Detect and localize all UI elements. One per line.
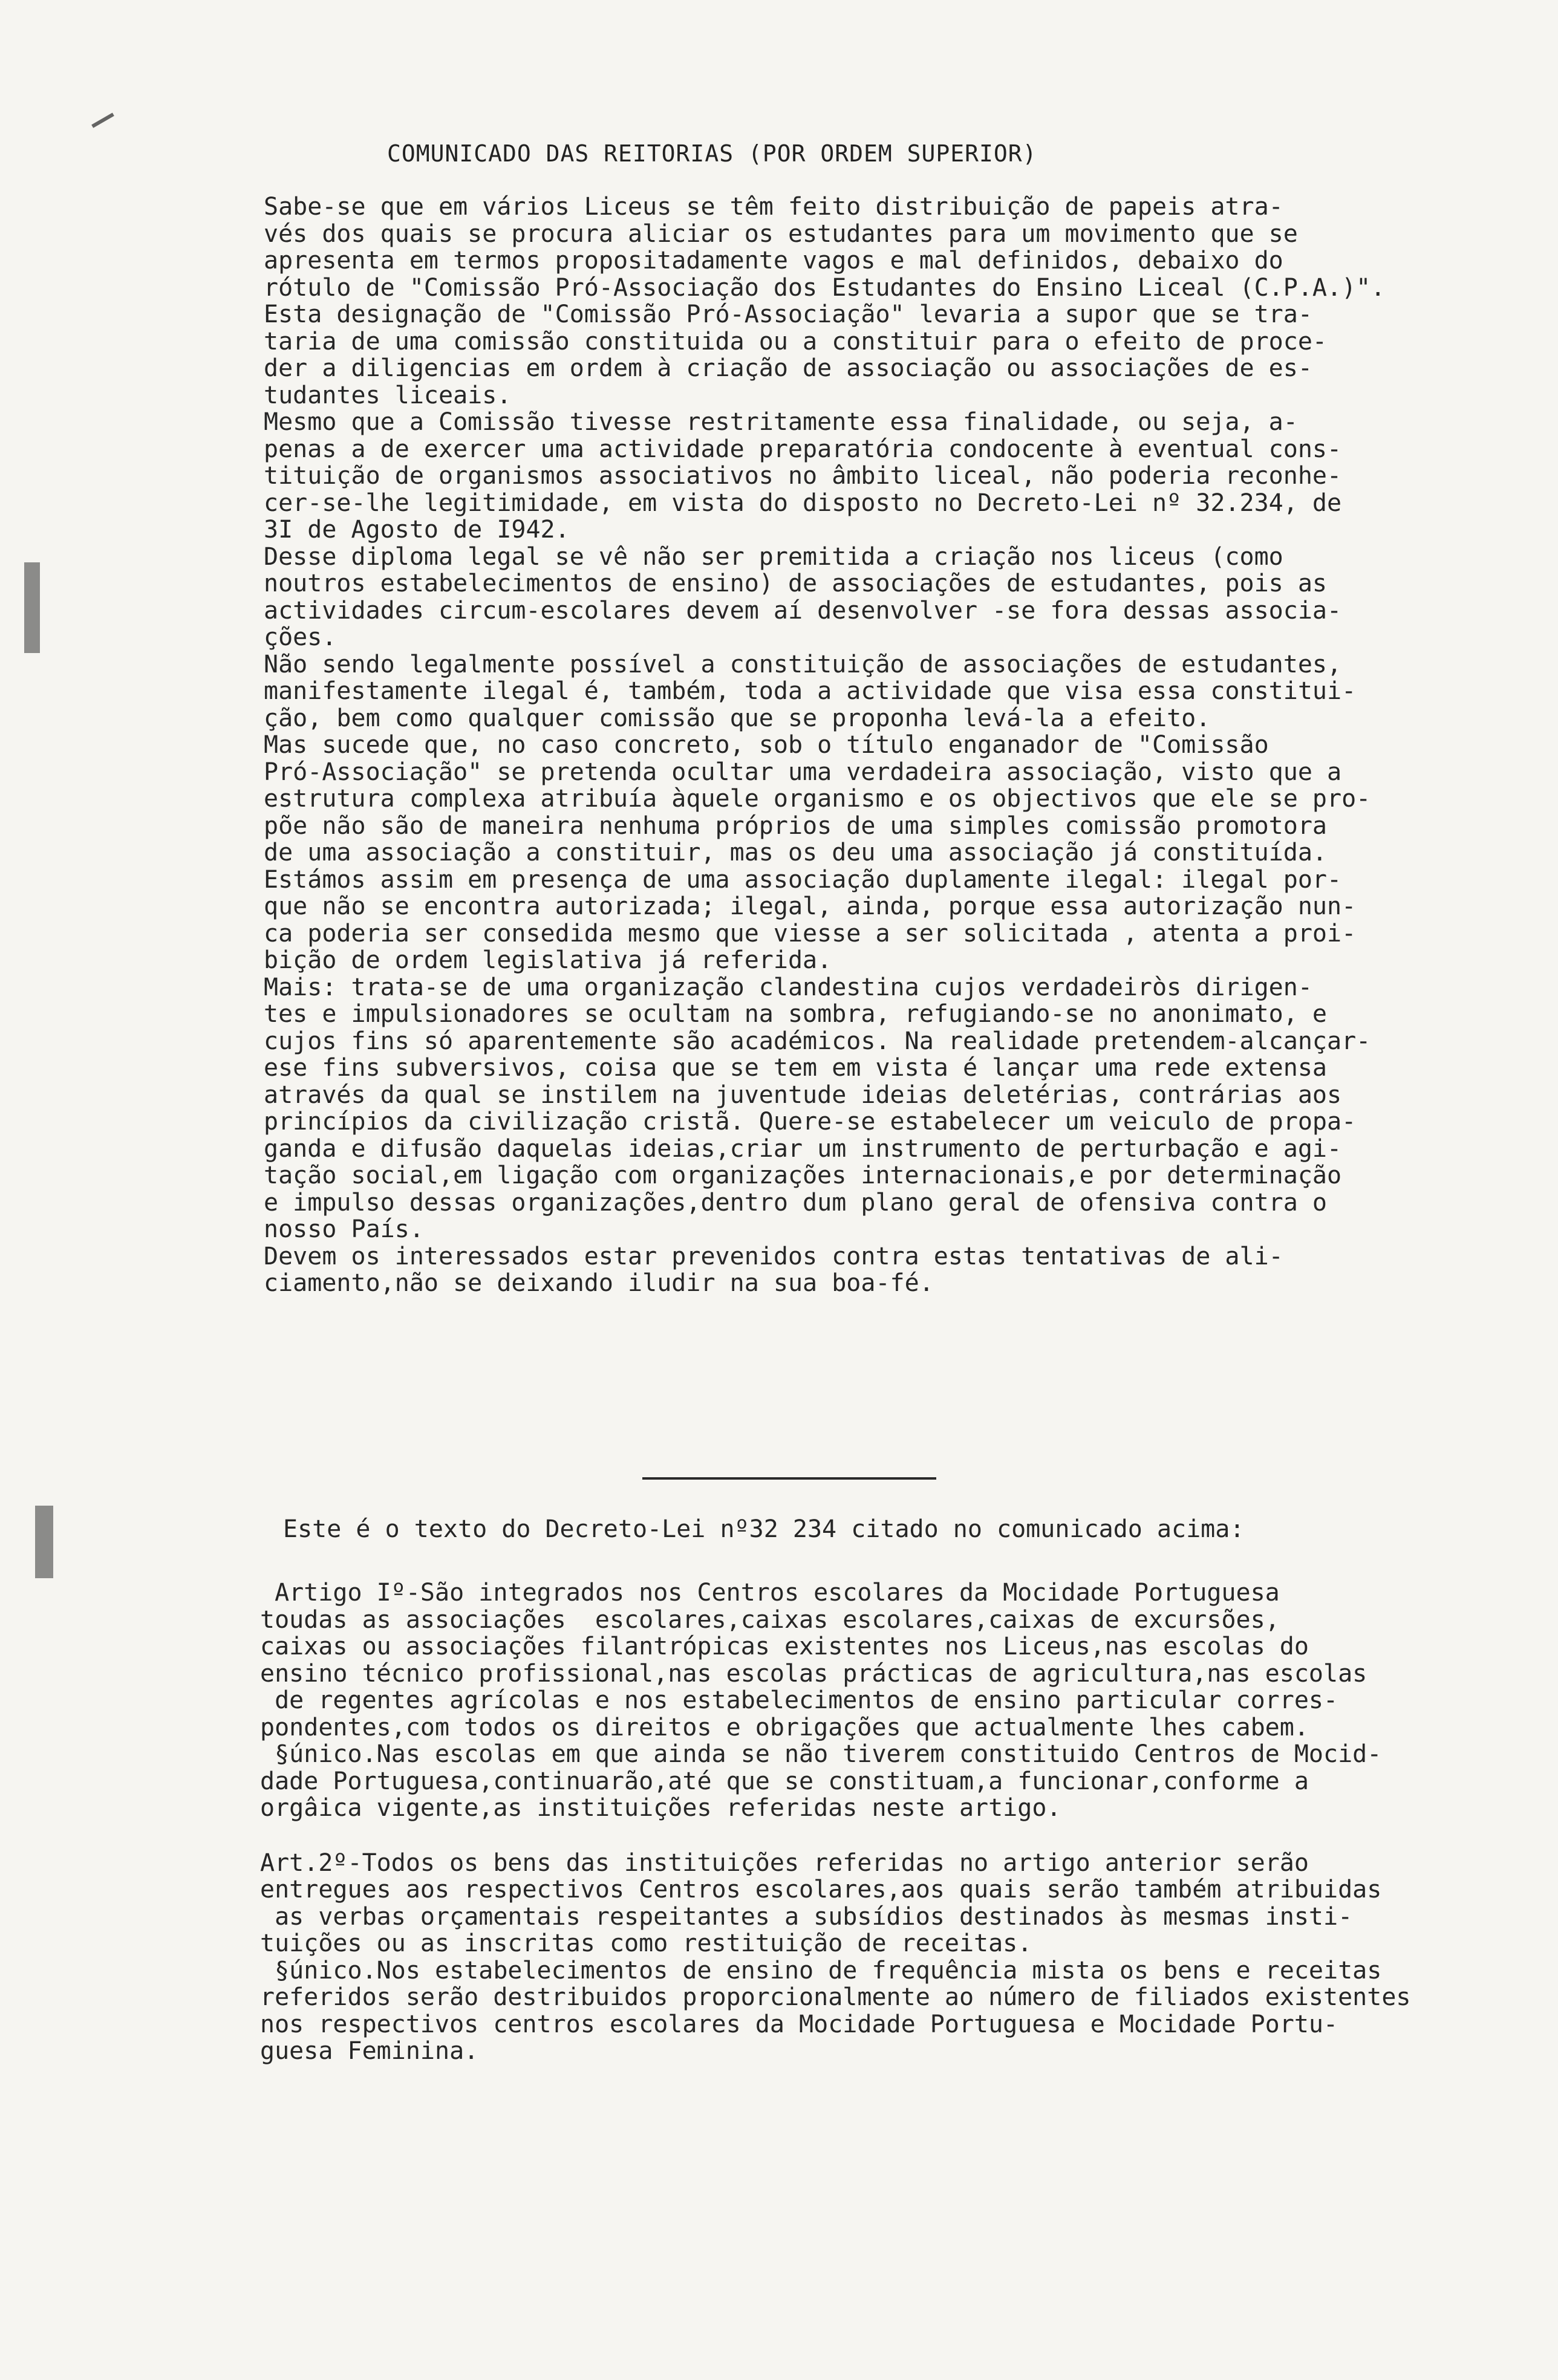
communique-line: ganda e difusão daquelas ideias,criar um instrumento de perturbação e agi- [264, 1134, 1342, 1163]
communique-line: ção, bem como qualquer comissão que se proponha levá-la a efeito. [264, 704, 1211, 732]
decree-article-1 [260, 1579, 1470, 1822]
communique-line: tituição de organismos associativos no âmbito liceal, não poderia reconhe- [264, 462, 1342, 490]
communique-line: ca poderia ser consedida mesmo que viesse a ser solicitada , atenta a proi- [264, 919, 1357, 948]
article-1-line: dade Portuguesa,continuarão,até que se constituam,a funcionar,conforme a [260, 1767, 1309, 1795]
communique-line: tes e impulsionadores se ocultam na sombra, refugiando-se no anonimato, e [264, 1000, 1327, 1028]
communique-line: actividades circum-escolares devem aí desenvolver -se fora dessas associa- [264, 596, 1342, 625]
article-1-line: §único.Nas escolas em que ainda se não tiverem constituido Centros de Mocid- [260, 1740, 1382, 1768]
communique-line: rótulo de "Comissão Pró-Associação dos Estudantes do Ensino Liceal (C.P.A.)". [264, 273, 1386, 302]
article-2-line: tuições ou as inscritas como restituição de receitas. [260, 1930, 1032, 1957]
article-2-line: Art.2º-Todos os bens das instituições referidas no artigo anterior serão [260, 1848, 1309, 1877]
article-1-line: orgâica vigente,as instituições referidas neste artigo. [260, 1794, 1061, 1822]
communique-line: Não sendo legalmente possível a constituição de associações de estudantes, [264, 650, 1342, 678]
communique-line: Devem os interessados estar prevenidos contra estas tentativas de ali- [264, 1242, 1283, 1270]
communique-line: noutros estabelecimentos de ensino) de associações de estudantes, pois as [264, 570, 1327, 597]
decree-article-2 [260, 1850, 1470, 2065]
communique-line: apresenta em termos propositadamente vagos e mal definidos, debaixo do [264, 247, 1283, 275]
article-1-line: pondentes,com todos os direitos e obrigações que actualmente lhes cabem. [260, 1713, 1309, 1741]
communique-line: nosso País. [264, 1215, 424, 1243]
communique-line: Sabe-se que em vários Liceus se têm feito distribuição de papeis atra- [264, 193, 1283, 221]
scan-mark-top-left [91, 112, 114, 128]
scan-mark-left-1 [24, 562, 40, 653]
communique-line: de uma associação a constituir, mas os deu uma associação já constituída. [264, 839, 1327, 866]
communique-line: ese fins subversivos, coisa que se tem em vista é lançar uma rede extensa [264, 1054, 1327, 1082]
communique-line: põe não são de maneira nenhuma próprios de uma simples comissão promotora [264, 811, 1327, 840]
article-2-line: nos respectivos centros escolares da Mocidade Portuguesa e Mocidade Portu- [260, 2010, 1338, 2038]
communique-line: cer-se-lhe legitimidade, em vista do disposto no Decreto-Lei nº 32.234, de [264, 489, 1342, 517]
article-1-line: de regentes agrícolas e nos estabelecimentos de ensino particular corres- [260, 1686, 1338, 1714]
decree-intro: Este é o texto do Decreto-Lei nº32 234 citado no comunicado acima: [283, 1515, 1245, 1543]
communique-line: Estámos assim em presença de uma associação duplamente ilegal: ilegal por- [264, 865, 1342, 894]
communique-line: penas a de exercer uma actividade preparatória condocente à eventual cons- [264, 435, 1342, 463]
article-1-line: ensino técnico profissional,nas escolas prácticas de agricultura,nas escolas [260, 1659, 1367, 1688]
article-2-line: entregues aos respectivos Centros escolares,aos quais serão também atribuidas [260, 1876, 1382, 1904]
communique-line: manifestamente ilegal é, também, toda a actividade que visa essa constitui- [264, 677, 1357, 705]
article-2-line: guesa Feminina. [260, 2037, 479, 2065]
article-1-line: toudas as associações escolares,caixas escolares,caixas de excursões, [260, 1605, 1280, 1634]
communique-line: e impulso dessas organizações,dentro dum plano geral de ofensiva contra o [264, 1188, 1327, 1217]
communique-line: ções. [264, 623, 337, 651]
article-2-line: referidos serão destribuidos proporcionalmente ao número de filiados existentes [260, 1983, 1411, 2011]
communique-line: estrutura complexa atribuía àquele organismo e os objectivos que ele se pro- [264, 785, 1371, 813]
document-title: COMUNICADO DAS REITORIAS (POR ORDEM SUPERIOR) [387, 140, 1037, 167]
article-2-line: as verbas orçamentais respeitantes a subsídios destinados às mesmas insti- [260, 1902, 1353, 1931]
communique-line: tação social,em ligação com organizações internacionais,e por determinação [264, 1162, 1342, 1189]
communique-line: taria de uma comissão constituida ou a constituir para o efeito de proce- [264, 327, 1327, 356]
communique-line: ciamento,não se deixando iludir na sua boa-fé. [264, 1269, 934, 1297]
communique-line: cujos fins só aparentemente são académicos. Na realidade pretendem-alcançar- [264, 1027, 1371, 1055]
communique-line: tudantes liceais. [264, 381, 512, 409]
communique-body [264, 193, 1461, 1297]
communique-line: que não se encontra autorizada; ilegal, ainda, porque essa autorização nun- [264, 892, 1357, 920]
communique-line: Desse diploma legal se vê não ser premitida a criação nos liceus (como [264, 542, 1283, 571]
communique-line: Mais: trata-se de uma organização clandestina cujos verdadeiròs dirigen- [264, 973, 1312, 1001]
communique-line: der a diligencias em ordem à criação de associação ou associações de es- [264, 354, 1312, 382]
separator-rule [642, 1477, 936, 1480]
article-1-line: caixas ou associações filantrópicas existentes nos Liceus,nas escolas do [260, 1633, 1309, 1660]
communique-line: Pró-Associação" se pretenda ocultar uma verdadeira associação, visto que a [264, 758, 1342, 786]
communique-line: bição de ordem legislativa já referida. [264, 946, 832, 974]
decree-text [260, 1579, 1470, 2065]
communique-line: 3I de Agosto de I942. [264, 516, 570, 544]
communique-line: Esta designação de "Comissão Pró-Associação" levaria a supor que se tra- [264, 301, 1312, 328]
communique-line: Mesmo que a Comissão tivesse restritamente essa finalidade, ou seja, a- [264, 408, 1298, 436]
communique-line: através da qual se instilem na juventude ideias deletérias, contrárias aos [264, 1081, 1342, 1109]
scan-mark-left-2 [35, 1506, 53, 1578]
article-1-line: Artigo Iº-São integrados nos Centros escolares da Mocidade Portuguesa [260, 1579, 1280, 1607]
article-gap [260, 1822, 1470, 1850]
communique-line: princípios da civilização cristã. Quere-se estabelecer um veiculo de propa- [264, 1108, 1357, 1136]
communique-line: vés dos quais se procura aliciar os estudantes para um movimento que se [264, 219, 1298, 248]
communique-line: Mas sucede que, no caso concreto, sob o título enganador de "Comissão [264, 731, 1269, 759]
article-2-line: §único.Nos estabelecimentos de ensino de frequência mista os bens e receitas [260, 1956, 1382, 1985]
